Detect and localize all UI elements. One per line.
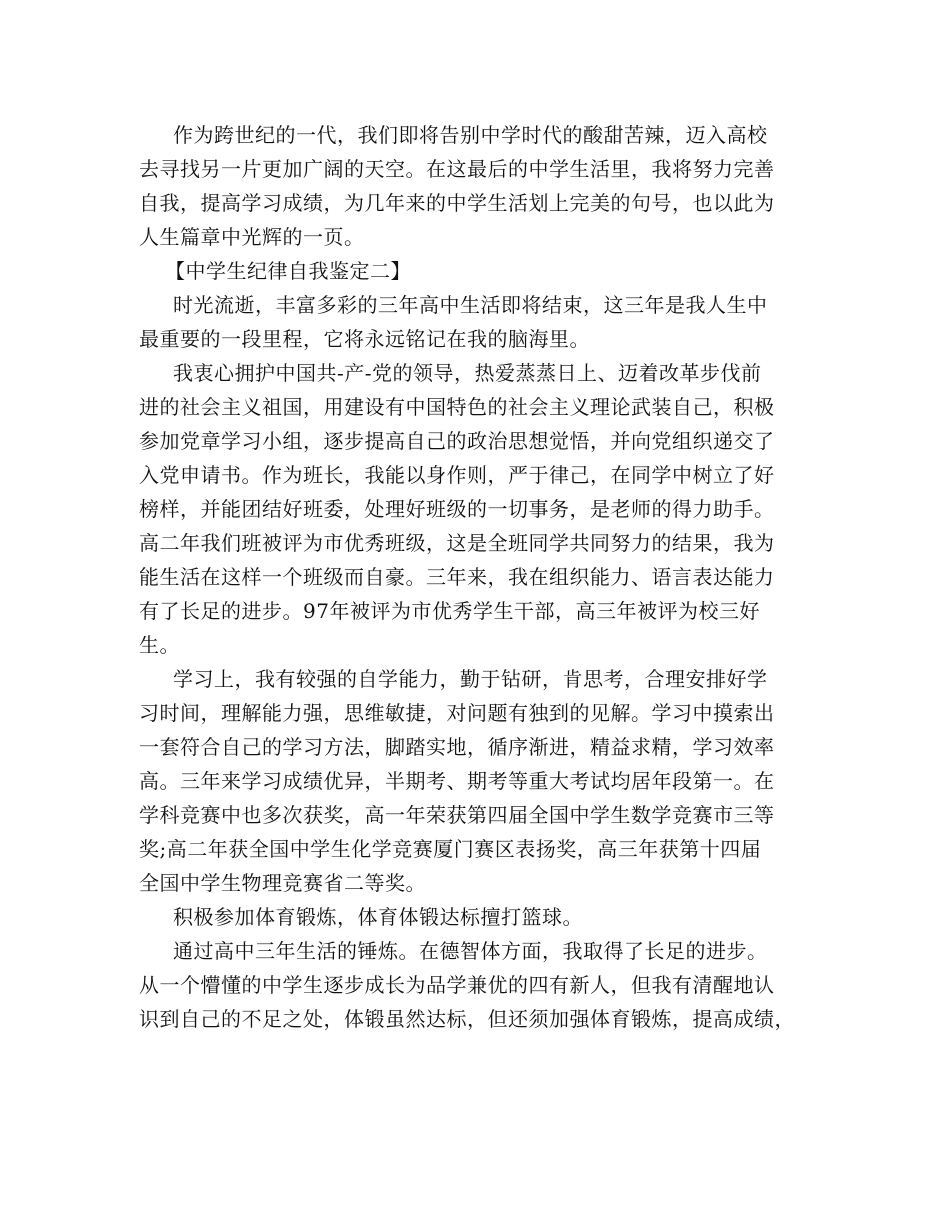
text-line: 榜样，并能团结好班委，处理好班级的一切事务，是老师的得力助手。 [139, 497, 775, 521]
text-line: 进的社会主义祖国，用建设有中国特色的社会主义理论武装自己，积极 [139, 395, 775, 419]
text-line: 奖;高二年获全国中学生化学竞赛厦门赛区表扬奖，高三年获第十四届 [139, 837, 762, 861]
text-line: 从一个懵懂的中学生逐步成长为品学兼优的四有新人，但我有清醒地认 [139, 973, 775, 997]
text-line: 入党申请书。作为班长，我能以身作则，严于律己，在同学中树立了好 [139, 463, 775, 487]
text-line: 高二年我们班被评为市优秀班级，这是全班同学共同努力的结果，我为 [139, 531, 775, 555]
text-line: 学科竞赛中也多次获奖，高一年荣获第四届全国中学生数学竞赛市三等 [139, 803, 775, 827]
text-line: 全国中学生物理竞赛省二等奖。 [139, 871, 426, 895]
text-line: 自我，提高学习成绩，为几年来的中学生活划上完美的句号，也以此为 [139, 191, 775, 215]
text-line: 去寻找另一片更加广阔的天空。在这最后的中学生活里，我将努力完善 [139, 157, 775, 181]
text-line: 学习上，我有较强的自学能力，勤于钻研，肯思考，合理安排好学 [173, 667, 768, 691]
text-line: 生。 [139, 633, 180, 657]
text-line: 时光流逝，丰富多彩的三年高中生活即将结束，这三年是我人生中 [173, 293, 768, 317]
text-line: 积极参加体育锻炼，体育体锻达标擅打篮球。 [173, 905, 583, 929]
text-line: 最重要的一段里程，它将永远铭记在我的脑海里。 [139, 327, 590, 351]
text-line: 我衷心拥护中国共-产-党的领导，热爱蒸蒸日上、迈着改革步伐前 [173, 361, 762, 385]
text-line: 通过高中三年生活的锤炼。在德智体方面，我取得了长足的进步。 [173, 939, 768, 963]
text-line: 习时间，理解能力强，思维敏捷，对问题有独到的见解。学习中摸索出 [139, 701, 775, 725]
text-line: 参加党章学习小组，逐步提高自己的政治思想觉悟，并向党组织递交了 [139, 429, 775, 453]
text-line: 识到自己的不足之处，体锻虽然达标，但还须加强体育锻炼，提高成绩， [139, 1007, 795, 1031]
text-line: 一套符合自己的学习方法，脚踏实地，循序渐进，精益求精，学习效率 [139, 735, 775, 759]
text-line: 作为跨世纪的一代，我们即将告别中学时代的酸甜苦辣，迈入高校 [173, 123, 768, 147]
document-body [139, 118, 829, 1036]
section-heading: 【中学生纪律自我鉴定二】 [165, 259, 411, 283]
text-line: 高。三年来学习成绩优异，半期考、期考等重大考试均居年段第一。在 [139, 769, 775, 793]
text-line: 有了长足的进步。97年被评为市优秀学生干部，高三年被评为校三好 [139, 599, 760, 623]
text-line: 能生活在这样一个班级而自豪。三年来，我在组织能力、语言表达能力 [139, 565, 775, 589]
text-line: 人生篇章中光辉的一页。 [139, 225, 365, 249]
